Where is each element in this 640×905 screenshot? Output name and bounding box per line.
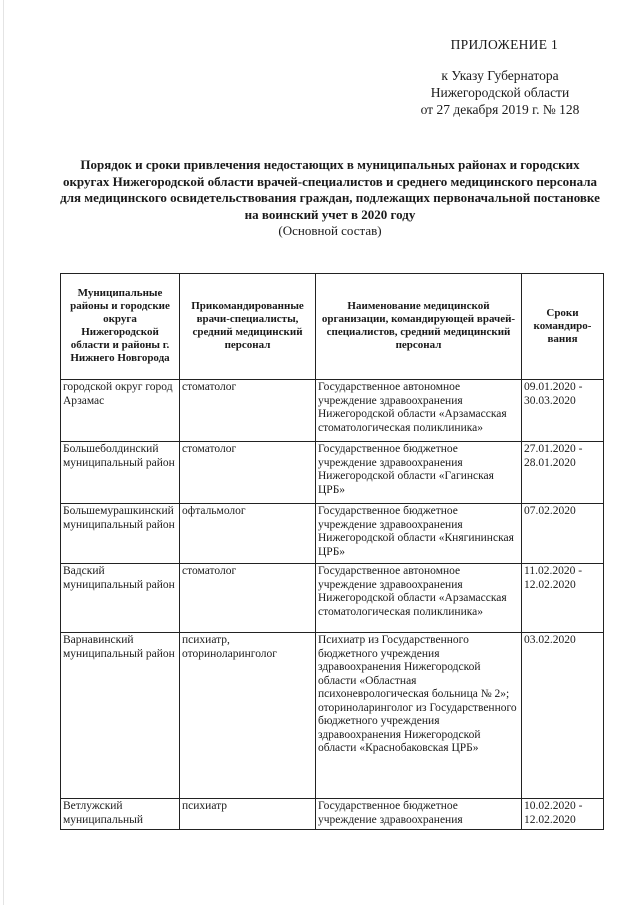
cell-specialists: психиатр, оториноларинголог bbox=[180, 633, 316, 799]
header-dates: Сроки командиро-вания bbox=[522, 274, 604, 380]
table-row bbox=[61, 504, 604, 564]
annex-line-1: к Указу Губернатора bbox=[441, 68, 559, 83]
header-organization: Наименование медицинской организации, командирующей врачей-специалистов, средний медицинский персонал bbox=[316, 274, 522, 380]
table-row bbox=[61, 633, 604, 799]
cell-district: Варнавинский муниципальный район bbox=[61, 633, 180, 799]
cell-organization: Психиатр из Государственного бюджетного учреждения здравоохранения Нижегородской области «Областная психоневрологическая больница № 2»; оториноларинголог из Государственного бюджетного учреждения здравоохранения Нижегородской области «Краснобаковская ЦРБ» bbox=[316, 633, 522, 799]
header-district: Муниципальные районы и городские округа Нижегородской области и районы г. Нижнего Новгорода bbox=[61, 274, 180, 380]
cell-dates: 11.02.2020 - 12.02.2020 bbox=[522, 564, 604, 633]
annex-block bbox=[400, 36, 600, 118]
document-title bbox=[60, 157, 600, 240]
cell-dates: 07.02.2020 bbox=[522, 504, 604, 564]
annex-line-3: от 27 декабря 2019 г. № 128 bbox=[420, 102, 580, 117]
cell-district: Ветлужский муниципальный bbox=[61, 799, 180, 830]
table-row bbox=[61, 799, 604, 830]
cell-specialists: стоматолог bbox=[180, 442, 316, 504]
cell-specialists: офтальмолог bbox=[180, 504, 316, 564]
cell-organization: Государственное бюджетное учреждение здравоохранения Нижегородской области «Княгининская ЦРБ» bbox=[316, 504, 522, 564]
cell-specialists: психиатр bbox=[180, 799, 316, 830]
cell-organization: Государственное автономное учреждение здравоохранения Нижегородской области «Арзамасская стоматологическая поликлиника» bbox=[316, 564, 522, 633]
cell-organization: Государственное автономное учреждение здравоохранения Нижегородской области «Арзамасская стоматологическая поликлиника» bbox=[316, 380, 522, 442]
cell-dates: 03.02.2020 bbox=[522, 633, 604, 799]
cell-district: городской округ город Арзамас bbox=[61, 380, 180, 442]
secondment-table bbox=[60, 273, 604, 830]
table-row bbox=[61, 380, 604, 442]
cell-district: Вадский муниципальный район bbox=[61, 564, 180, 633]
scan-edge bbox=[3, 0, 4, 905]
cell-specialists: стоматолог bbox=[180, 564, 316, 633]
cell-specialists: стоматолог bbox=[180, 380, 316, 442]
cell-organization: Государственное бюджетное учреждение здравоохранения bbox=[316, 799, 522, 830]
document-title-main: Порядок и сроки привлечения недостающих в муниципальных районах и городских округах Нижегородской области врачей-специалистов и среднего медицинского персонала для медицинского освидетельствования граждан, подлежащих первоначальной постановке на воинский учет в 2020 году bbox=[60, 157, 600, 222]
cell-dates: 10.02.2020 - 12.02.2020 bbox=[522, 799, 604, 830]
table-header-row bbox=[61, 274, 604, 380]
cell-district: Большемурашкинский муниципальный район bbox=[61, 504, 180, 564]
cell-organization: Государственное бюджетное учреждение здравоохранения Нижегородской области «Гагинская ЦРБ» bbox=[316, 442, 522, 504]
cell-dates: 09.01.2020 - 30.03.2020 bbox=[522, 380, 604, 442]
header-specialists: Прикомандированные врачи-специалисты, средний медицинский персонал bbox=[180, 274, 316, 380]
table-row bbox=[61, 564, 604, 633]
document-subtitle: (Основной состав) bbox=[278, 223, 382, 238]
table-row bbox=[61, 442, 604, 504]
cell-dates: 27.01.2020 - 28.01.2020 bbox=[522, 442, 604, 504]
annex-title: ПРИЛОЖЕНИЕ 1 bbox=[450, 37, 558, 52]
cell-district: Большеболдинский муниципальный район bbox=[61, 442, 180, 504]
annex-line-2: Нижегородской области bbox=[430, 85, 570, 100]
